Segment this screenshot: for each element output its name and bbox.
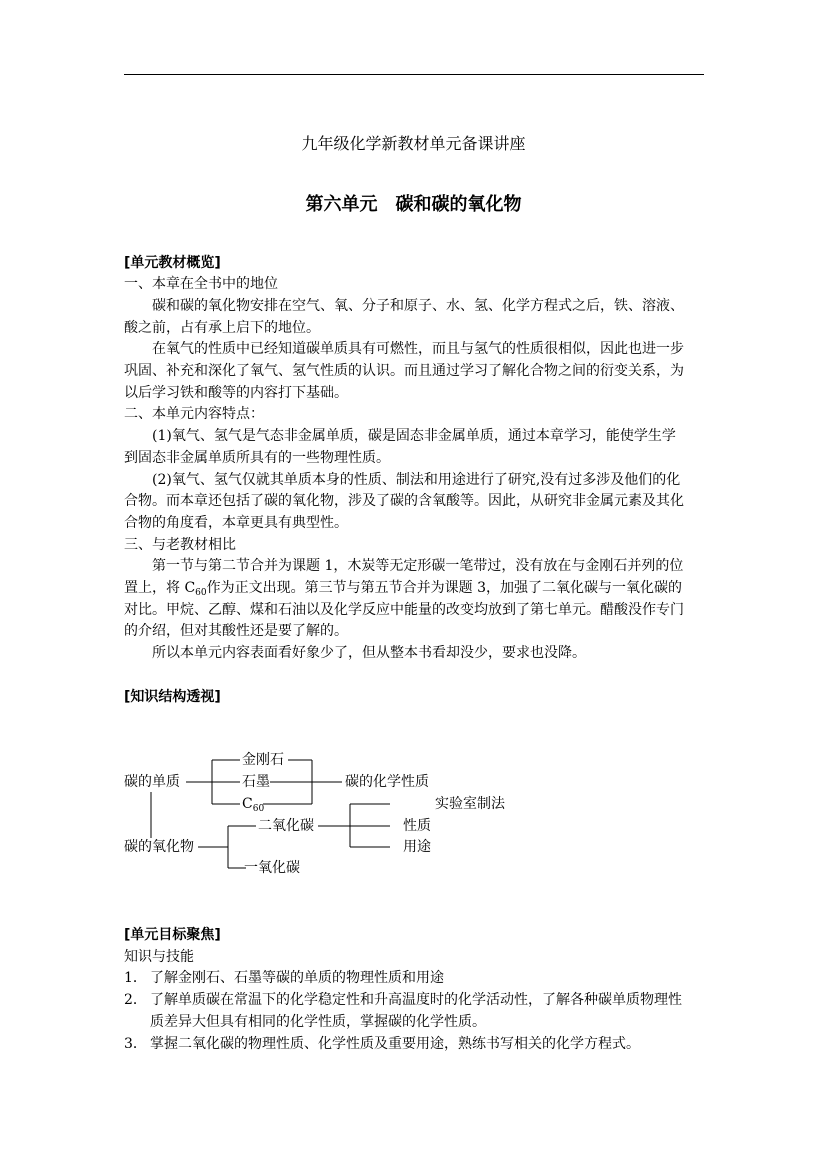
paragraph-line: 所以本单元内容表面看好象少了，但从整本书看却没少，要求也没降。 xyxy=(152,645,586,661)
node-diamond: 金刚石 xyxy=(242,752,284,768)
node-c60 xyxy=(242,795,264,818)
c60-subscript: 60 xyxy=(252,804,265,814)
text-run: 作为正文出现。第三节与第五节合并为课题 3，加强了二氧化碳与一氧化碳的 xyxy=(206,580,682,596)
section-title: 二、本单元内容特点： xyxy=(124,406,264,422)
goals-subheading: 知识与技能 xyxy=(124,949,194,965)
goal-text: 质差异大但具有相同的化学性质，掌握碳的化学性质。 xyxy=(150,1014,486,1030)
node-uses: 用途 xyxy=(403,839,431,855)
section-title: 三、与老教材相比 xyxy=(124,537,236,553)
goal-text: 了解金刚石、石墨等碳的单质的物理性质和用途 xyxy=(150,970,444,986)
paragraph-line: 合物。而本章还包括了碳的氧化物，涉及了碳的含氧酸等。因此，从研究非金属元素及其化 xyxy=(124,493,684,509)
goals-heading: [单元目标聚焦] xyxy=(124,927,221,943)
paragraph-line: 对比。甲烷、乙醇、煤和石油以及化学反应中能量的改变均放到了第七单元。醋酸没作专门 xyxy=(124,602,684,618)
c60-base: C xyxy=(242,796,253,812)
section-title: 一、本章在全书中的地位 xyxy=(124,276,278,292)
paragraph-line: 巩固、补充和深化了氧气、氢气性质的认识。而且通过学习了解化合物之间的衍变关系，为 xyxy=(124,363,684,379)
paragraph-line: 在氧气的性质中已经知道碳单质具有可燃性，而且与氢气的性质很相似，因此也进一步 xyxy=(152,341,684,357)
overview-heading: [单元教材概览] xyxy=(124,255,221,271)
subscript: 60 xyxy=(195,588,207,598)
unit-title: 第六单元 碳和碳的氧化物 xyxy=(305,194,522,215)
goal-number: 2． xyxy=(124,992,147,1008)
paragraph-line: 合物的角度看，本章更具有典型性。 xyxy=(124,515,348,531)
text-run: 置上，将 C xyxy=(124,580,196,596)
paragraph-line: (1)氧气、氢气是气态非金属单质，碳是固态非金属单质，通过本章学习，能使学生学 xyxy=(152,428,676,444)
series-title: 九年级化学新教材单元备课讲座 xyxy=(301,134,526,153)
paragraph-line: 以后学习铁和酸等的内容打下基础。 xyxy=(124,385,348,401)
node-co: 一氧化碳 xyxy=(244,860,300,876)
goal-number: 1． xyxy=(124,970,147,986)
goal-text: 掌握二氧化碳的物理性质、化学性质及重要用途，熟练书写相关的化学方程式。 xyxy=(150,1036,640,1052)
paragraph-line: 碳和碳的氧化物安排在空气、氧、分子和原子、水、氢、化学方程式之后，铁、溶液、 xyxy=(152,298,684,314)
structure-heading: [知识结构透视] xyxy=(124,689,221,705)
node-props: 性质 xyxy=(403,818,431,834)
node-chem-props: 碳的化学性质 xyxy=(345,774,429,790)
goal-number: 3． xyxy=(124,1036,147,1052)
node-carbon-simple: 碳的单质 xyxy=(124,774,180,790)
goal-text: 了解单质碳在常温下的化学稳定性和升高温度时的化学活动性，了解各种碳单质物理性 xyxy=(150,992,682,1008)
paragraph-line: 第一节与第二节合并为课题 1，木炭等无定形碳一笔带过，没有放在与金刚石并列的位 xyxy=(152,558,684,574)
node-co2: 二氧化碳 xyxy=(258,818,314,834)
node-graphite: 石墨 xyxy=(242,774,270,790)
paragraph-line: 的介绍，但对其酸性还是要了解的。 xyxy=(124,623,348,639)
paragraph-line: 到固态非金属单质所具有的一些物理性质。 xyxy=(124,450,390,466)
node-carbon-oxides: 碳的氧化物 xyxy=(124,839,194,855)
node-lab-prep: 实验室制法 xyxy=(435,796,505,812)
paragraph-line: 酸之前，占有承上启下的地位。 xyxy=(124,320,320,336)
paragraph-line: (2)氧气、氢气仅就其单质本身的性质、制法和用途进行了研究,没有过多涉及他们的化 xyxy=(152,472,681,488)
